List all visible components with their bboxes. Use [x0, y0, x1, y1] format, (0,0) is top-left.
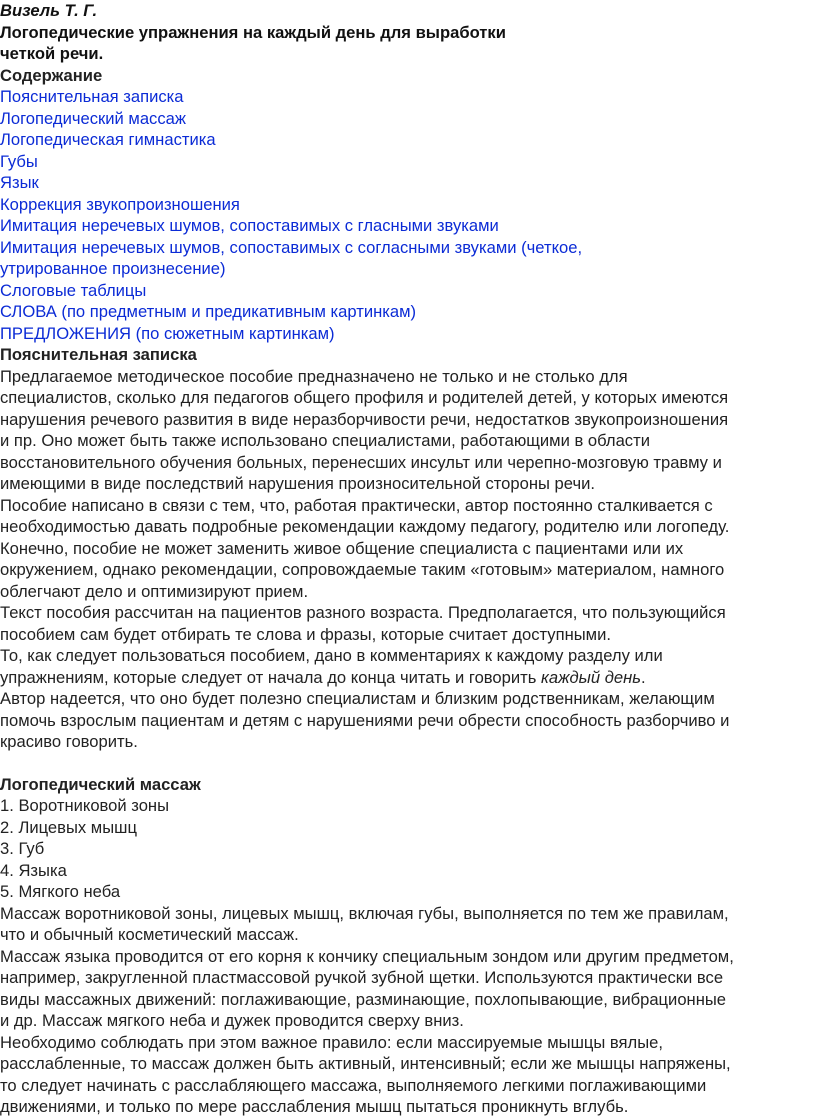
text-line: пособием сам будет отбирать те слова и фразы, которые считает доступными.: [0, 624, 611, 644]
toc-link-consonant-noises-cont[interactable]: утрированное произнесение): [0, 259, 226, 278]
text-line: и пр. Оно может быть также использовано специалистами, работающими в области: [0, 431, 650, 450]
massage-heading: Логопедический массаж: [0, 774, 201, 794]
text-line: необходимостью давать подробные рекомендации каждому педагогу, родителю или логопеду.: [0, 517, 730, 536]
text-line: облегчают дело и оптимизируют прием.: [0, 581, 309, 601]
note-heading: Пояснительная записка: [0, 345, 197, 364]
text-line: нарушения речевого развития в виде неразборчивости речи, недостатков звукопроизношения: [0, 409, 729, 429]
list-item: 4. Языка: [0, 860, 67, 880]
list-item: 2. Лицевых мышц: [0, 817, 137, 837]
text-line: помочь взрослым пациентам и детям с нарушениями речи обрести способность разборчиво и: [0, 710, 730, 730]
note-paragraph-4: [0, 645, 816, 688]
note-paragraph-5: [0, 688, 816, 753]
text-line: виды массажных движений: поглаживающие, разминающие, похлопывающие, вибрационные: [0, 989, 727, 1009]
note-paragraph-3: [0, 602, 816, 645]
toc-link-vowel-noises[interactable]: Имитация неречевых шумов, сопоставимых с гласными звуками: [0, 216, 499, 235]
text-line: специалистов, сколько для педагогов общего профиля и родителей детей, у которых имеются: [0, 388, 729, 407]
text-line: то следует начинать с расслабляющего массажа, выполняемого легкими поглаживающими: [0, 1075, 707, 1095]
list-item: 1. Воротниковой зоны: [0, 796, 170, 815]
text-line: например, закругленной пластмассовой ручкой зубной щетки. Используются практически все: [0, 968, 724, 987]
toc-link-words[interactable]: СЛОВА (по предметным и предикативным картинкам): [0, 302, 417, 321]
note-section: [0, 344, 816, 753]
text-line: красиво говорить.: [0, 732, 138, 751]
massage-paragraph-1: [0, 903, 816, 946]
text-line: Массаж языка проводится от его корня к кончику специальным зондом или другим предметом,: [0, 946, 734, 966]
text-fragment: упражнениям, которые следует от начала до конца читать и говорить: [0, 667, 542, 687]
toc-link-consonant-noises[interactable]: Имитация неречевых шумов, сопоставимых с согласными звуками (четкое,: [0, 237, 583, 257]
toc-link-lips[interactable]: Губы: [0, 151, 38, 171]
text-line: Предлагаемое методическое пособие предназначено не только и не столько для: [0, 366, 628, 386]
title-line-1: Логопедические упражнения на каждый день для выработки: [0, 22, 506, 42]
text-line: окружением, однако рекомендации, сопровождаемые таким «готовым» материалом, намного: [0, 560, 725, 579]
title-line-2: четкой речи.: [0, 44, 104, 63]
toc-link-massage[interactable]: Логопедический массаж: [0, 108, 186, 128]
text-line: Массаж воротниковой зоны, лицевых мышц, включая губы, выполняется по тем же правилам,: [0, 903, 729, 923]
text-line: движениями, и только по мере расслабления мышц пытаться проникнуть вглубь.: [0, 1097, 629, 1116]
toc-link-correction[interactable]: Коррекция звукопроизношения: [0, 194, 240, 214]
text-line: Текст пособия рассчитан на пациентов разного возраста. Предполагается, что пользующийся: [0, 603, 726, 622]
text-line: Необходимо соблюдать при этом важное правило: если массируемые мышцы вялые,: [0, 1032, 663, 1052]
text-line: имеющими в виде последствий нарушения произносительной стороны речи.: [0, 474, 595, 493]
text-line: и др. Массаж мягкого неба и дужек проводится сверху вниз.: [0, 1011, 464, 1030]
massage-paragraph-3: [0, 1032, 816, 1118]
table-of-contents: [0, 86, 816, 344]
author: Визель Т. Г.: [0, 1, 98, 20]
toc-link-syllable-tables[interactable]: Слоговые таблицы: [0, 280, 147, 300]
toc-link-sentences[interactable]: ПРЕДЛОЖЕНИЯ (по сюжетным картинкам): [0, 323, 335, 343]
note-paragraph-2: [0, 495, 816, 603]
emphasis-text: каждый день: [541, 667, 641, 687]
text-fragment: .: [640, 667, 646, 687]
list-item: 3. Губ: [0, 839, 45, 858]
paragraph-gap: [0, 753, 816, 774]
toc-heading: Содержание: [0, 65, 103, 85]
text-line: расслабленные, то массаж должен быть активный, интенсивный; если же мышцы напряжены,: [0, 1054, 731, 1073]
text-line: восстановительного обучения больных, перенесших инсульт или черепно-мозговую травму и: [0, 452, 722, 472]
toc-link-tongue[interactable]: Язык: [0, 173, 39, 192]
text-line: [0, 667, 816, 689]
toc-link-note[interactable]: Пояснительная записка: [0, 87, 184, 106]
text-line: Автор надеется, что оно будет полезно специалистам и близким родственникам, желающим: [0, 689, 715, 708]
massage-paragraph-2: [0, 946, 816, 1032]
list-item: 5. Мягкого неба: [0, 882, 121, 901]
text-line: То, как следует пользоваться пособием, дано в комментариях к каждому разделу или: [0, 646, 663, 665]
text-line: что и обычный косметический массаж.: [0, 925, 299, 944]
text-line: Конечно, пособие не может заменить живое общение специалиста с пациентами или их: [0, 538, 684, 558]
toc-link-gymnastics[interactable]: Логопедическая гимнастика: [0, 130, 216, 149]
text-line: Пособие написано в связи с тем, что, работая практически, автор постоянно сталкивается с: [0, 495, 713, 515]
note-paragraph-1: [0, 366, 816, 495]
massage-section: [0, 774, 816, 1118]
massage-list: [0, 795, 816, 903]
